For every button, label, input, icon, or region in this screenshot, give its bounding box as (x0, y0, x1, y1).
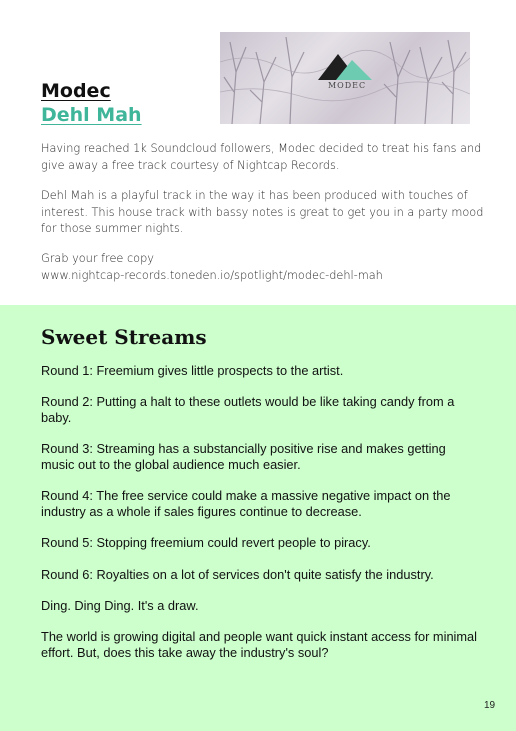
download-paragraph (41, 251, 491, 284)
album-cover-image (220, 32, 470, 124)
round-5: Round 5: Stopping freemium could revert people to piracy. (41, 535, 371, 550)
closing-paragraph: The world is growing digital and people want quick instant access for minimal effort. But, does this take away the industry's soul? (41, 629, 478, 660)
round-3: Round 3: Streaming has a substancially positive rise and makes getting music out to the global audience much easier. (41, 441, 446, 472)
sweet-streams-section (0, 305, 516, 731)
round-4: Round 4: The free service could make a massive negative impact on the industry as a whole if sales figures continue to decrease. (41, 488, 451, 519)
track-title: Dehl Mah (41, 104, 142, 126)
intro-paragraph: Having reached 1k Soundcloud followers, Modec decided to treat his fans and give away a free track courtesy of Nightcap Records. (41, 142, 482, 172)
cover-logo-text: MODEC (327, 81, 367, 90)
section-title: Sweet Streams (41, 325, 207, 349)
artist-name: Modec (41, 80, 111, 102)
download-label: Grab your free copy (41, 252, 154, 265)
round-2: Round 2: Putting a halt to these outlets would be like taking candy from a baby. (41, 394, 455, 425)
round-6: Round 6: Royalties on a lot of services don't quite satisfy the industry. (41, 567, 434, 582)
tree-illustration (220, 32, 470, 124)
feature-section (0, 0, 516, 305)
verdict: Ding. Ding Ding. It's a draw. (41, 598, 199, 613)
round-1: Round 1: Freemium gives little prospects to the artist. (41, 363, 344, 378)
description-paragraph: Dehl Mah is a playful track in the way it has been produced with touches of interest. This house track with bassy notes is great to get you in a party mood for those summer nights. (41, 189, 484, 235)
page-number: 19 (484, 700, 496, 711)
download-link[interactable]: www.nightcap-records.toneden.io/spotlight/modec-dehl-mah (41, 268, 383, 282)
modec-logo-icon (318, 54, 372, 80)
